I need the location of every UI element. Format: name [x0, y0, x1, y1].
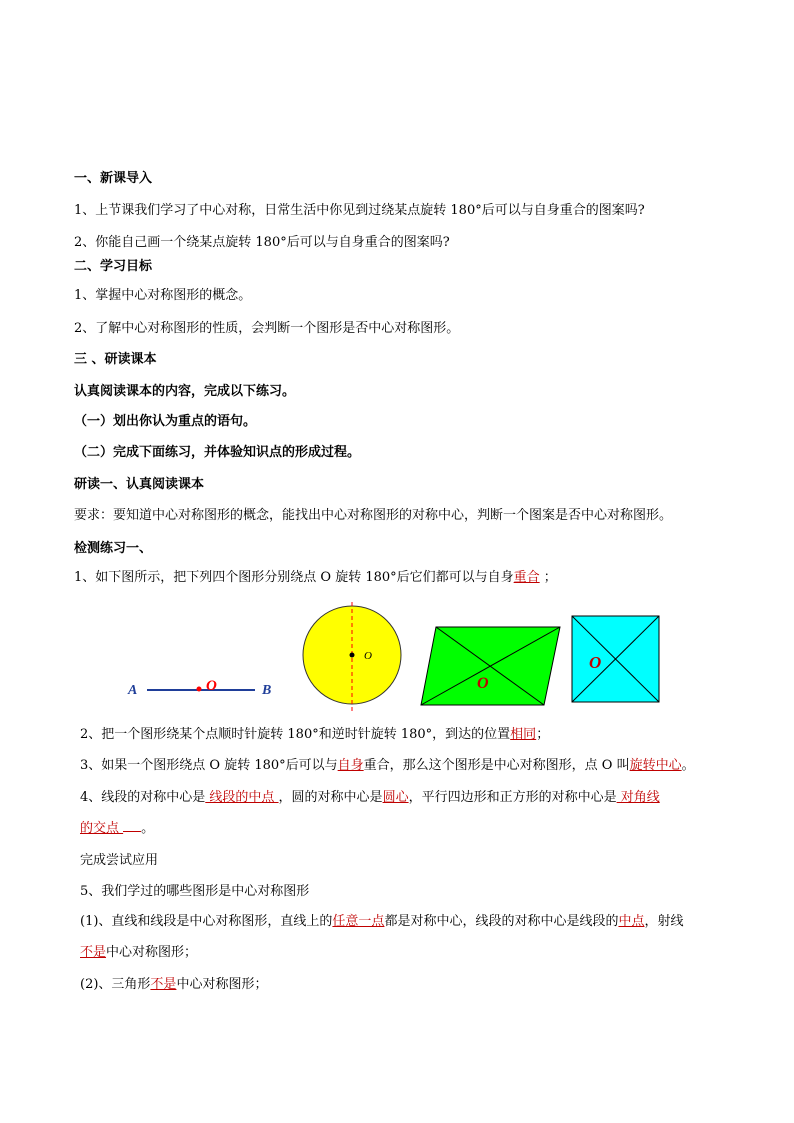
intro-question-1: 1、上节课我们学习了中心对称，日常生活中你见到过绕某点旋转 180°后可以与自身重合的图案吗?: [74, 203, 645, 218]
question-1: [74, 569, 557, 587]
q5p1-mid: 都是对称中心，线段的对称中心是线段的: [384, 914, 619, 929]
point-a-label: A: [128, 683, 138, 698]
question-1-end: ；: [539, 570, 557, 585]
q5p2-text: (2)、三角形: [80, 977, 151, 992]
question-1-answer: 重合: [513, 570, 540, 585]
goal-2: 2、了解中心对称图形的性质，会判断一个图形是否中心对称图形。: [74, 321, 460, 336]
circle-center-label: O: [364, 650, 372, 662]
question-4-mid-2: ，平行四边形和正方形的对称中心是: [408, 790, 617, 805]
question-4-cont: [80, 819, 154, 838]
q5p1-text: (1)、直线和线段是中心对称图形，直线上的: [80, 914, 333, 929]
exercise-1-title: 检测练习一、: [74, 541, 153, 556]
question-3-mid: 重合，那么这个图形是中心对称图形，点 O 叫: [363, 758, 630, 773]
task-b: （二）完成下面练习，并体验知识点的形成过程。: [74, 445, 361, 460]
section-title-new-lesson: 一、新课导入: [74, 171, 153, 186]
q5p2-answer: 不是: [150, 977, 177, 992]
question-3-text: 3、如果一个图形绕点 O 旋转 180°后可以与: [80, 758, 338, 773]
task-a: （一）划出你认为重点的语句。: [74, 414, 257, 429]
q5p1-end: 中心对称图形；: [106, 945, 198, 960]
segment-figure: [127, 678, 271, 698]
parallelogram-figure: [421, 627, 560, 705]
question-3: [80, 757, 695, 775]
section-title-read: 三 、研读课本: [74, 352, 157, 367]
question-2-answer: 相同: [510, 727, 537, 742]
question-2-text: 2、把一个图形绕某个点顺时针旋转 180°和逆时针旋转 180°，到达的位置: [80, 727, 511, 742]
intro-question-2: 2、你能自己画一个绕某点旋转 180°后可以与自身重合的图案吗?: [74, 235, 450, 250]
question-5-part-1: [80, 913, 683, 931]
q5p1-answer-1: 任意一点: [332, 914, 385, 929]
read-instruction: 认真阅读课本的内容，完成以下练习。: [74, 384, 296, 399]
point-b-label: B: [262, 683, 272, 698]
question-1-text: 1、如下图所示，把下列四个图形分别绕点 O 旋转 180°后它们都可以与自身: [74, 570, 514, 585]
reading-1-title: 研读一、认真阅读课本: [74, 477, 205, 492]
square-figure: [572, 616, 659, 702]
question-4: [80, 789, 660, 807]
try-application-title: 完成尝试应用: [80, 853, 159, 868]
question-4-answer-2: 圆心: [382, 790, 409, 805]
square-center-label: O: [589, 653, 602, 672]
question-4-text: 4、线段的对称中心是: [80, 790, 206, 805]
goal-1: 1、掌握中心对称图形的概念。: [74, 288, 252, 303]
section-title-goals: 二、学习目标: [74, 259, 153, 274]
segment-center-label: O: [206, 678, 217, 694]
question-4-answer-1: 线段的中点: [205, 790, 279, 805]
q5p2-end: 中心对称图形；: [176, 977, 268, 992]
q5p1-answer-2: 中点: [618, 914, 645, 929]
question-5-part-2: [80, 976, 267, 994]
question-4-end: 。: [141, 821, 155, 836]
question-5-title: 5、我们学过的哪些图形是中心对称图形: [80, 884, 310, 899]
question-4-answer-3b: 的交点: [80, 821, 124, 836]
question-3-answer-2: 旋转中心: [629, 758, 682, 773]
question-5-part-1-cont: [80, 944, 197, 962]
question-2: [80, 726, 549, 744]
q5p1-answer-3: 不是: [80, 945, 107, 960]
parallelogram-center-label: O: [477, 675, 489, 692]
circle-figure: [303, 602, 401, 712]
question-3-answer-1: 自身: [337, 758, 364, 773]
q5p1-mid-2: ，射线: [644, 914, 684, 929]
question-4-mid: ，圆的对称中心是: [278, 790, 383, 805]
reading-1-requirement: 要求：要知道中心对称图形的概念，能找出中心对称图形的对称中心，判断一个图案是否中心对称图形。: [74, 508, 673, 523]
figures-panel: [0, 598, 794, 718]
question-4-answer-3a: 对角线: [616, 790, 660, 805]
question-2-end: ；: [536, 727, 550, 742]
question-3-end: 。: [681, 758, 695, 773]
